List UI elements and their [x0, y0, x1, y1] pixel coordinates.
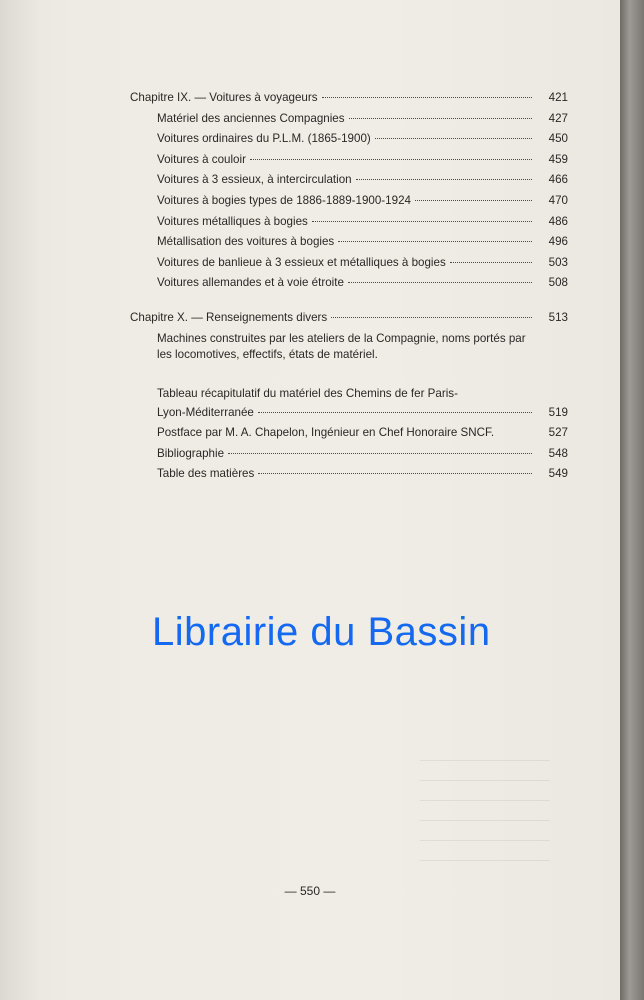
table-of-contents — [130, 88, 568, 485]
page-ref: 508 — [548, 276, 568, 290]
entry-label: Postface par M. A. Chapelon, Ingénieur en Chef Honoraire SNCF. — [157, 426, 495, 440]
toc-entry — [130, 464, 568, 485]
toc-entry — [130, 232, 568, 253]
leader-dots — [250, 159, 532, 160]
page-ref: 513 — [548, 310, 568, 324]
toc-entry — [130, 403, 568, 424]
chapter-title: Chapitre IX. — Voitures à voyageurs — [130, 91, 318, 104]
toc-entry — [130, 109, 568, 130]
toc-entry — [130, 253, 568, 274]
toc-entry — [130, 129, 568, 150]
leader-dots — [450, 262, 532, 263]
leader-dots — [415, 200, 532, 201]
toc-entry — [130, 150, 568, 171]
leader-dots — [228, 453, 532, 454]
page-ref: 421 — [548, 91, 568, 104]
entry-label: Lyon-Méditerranée — [157, 405, 254, 419]
toc-entry — [130, 212, 568, 233]
entry-label: Voitures métalliques à bogies — [157, 214, 308, 228]
page-ref: 527 — [548, 426, 568, 440]
page-fold-shadow — [0, 0, 40, 1000]
leader-dots — [375, 138, 532, 139]
leader-dots — [349, 118, 532, 119]
toc-entry — [130, 444, 568, 465]
chapter-title: Chapitre X. — Renseignements divers — [130, 310, 328, 324]
leader-dots — [348, 282, 532, 283]
page-ref: 503 — [548, 255, 568, 269]
leader-dots — [356, 179, 532, 180]
entry-label: Matériel des anciennes Compagnies — [157, 111, 345, 125]
page-ref: 496 — [548, 235, 568, 249]
toc-chapter-10 — [130, 308, 568, 329]
spacer — [130, 367, 568, 385]
page-ref: 466 — [548, 173, 568, 187]
watermark-text: Librairie du Bassin — [152, 610, 491, 654]
entry-label: Voitures à couloir — [157, 152, 246, 166]
page-ref: 470 — [548, 193, 568, 207]
book-spine-edge — [620, 0, 644, 1000]
toc-entry — [130, 273, 568, 294]
leader-dots — [258, 473, 532, 474]
toc-entry — [130, 423, 568, 444]
leader-dots — [312, 221, 532, 222]
toc-chapter-9 — [130, 88, 568, 109]
leader-dots — [322, 97, 532, 98]
spacer — [130, 294, 568, 308]
recap-title-line1: Tableau récapitulatif du matériel des Chemins de fer Paris- — [157, 386, 458, 400]
leader-dots — [338, 241, 532, 242]
toc-entry — [130, 191, 568, 212]
leader-dots — [258, 412, 532, 413]
page-ref: 549 — [548, 467, 568, 481]
leader-dots — [331, 317, 532, 318]
page-ref: 459 — [548, 152, 568, 166]
chapter-description: Machines construites par les ateliers de la Compagnie, noms portés par les locomotives, effectifs, états de matériel. — [157, 331, 526, 361]
entry-label: Voitures à 3 essieux, à intercirculation — [157, 173, 352, 187]
entry-label: Voitures de banlieue à 3 essieux et métalliques à bogies — [157, 255, 446, 269]
bleed-through-text — [420, 760, 550, 870]
page-number: — 550 — — [284, 884, 336, 898]
entry-label: Voitures allemandes et à voie étroite — [157, 276, 344, 290]
page-ref: 548 — [548, 446, 568, 460]
page-ref: 450 — [548, 132, 568, 146]
entry-label: Table des matières — [157, 467, 255, 481]
entry-label: Bibliographie — [157, 446, 225, 460]
page-ref: 486 — [548, 214, 568, 228]
entry-label: Voitures à bogies types de 1886-1889-1900-1924 — [157, 193, 411, 207]
page-ref: 519 — [548, 405, 568, 419]
toc-entry — [130, 170, 568, 191]
entry-label: Métallisation des voitures à bogies — [157, 235, 335, 249]
page-ref: 427 — [548, 111, 568, 125]
entry-label: Voitures ordinaires du P.L.M. (1865-1900) — [157, 132, 371, 146]
